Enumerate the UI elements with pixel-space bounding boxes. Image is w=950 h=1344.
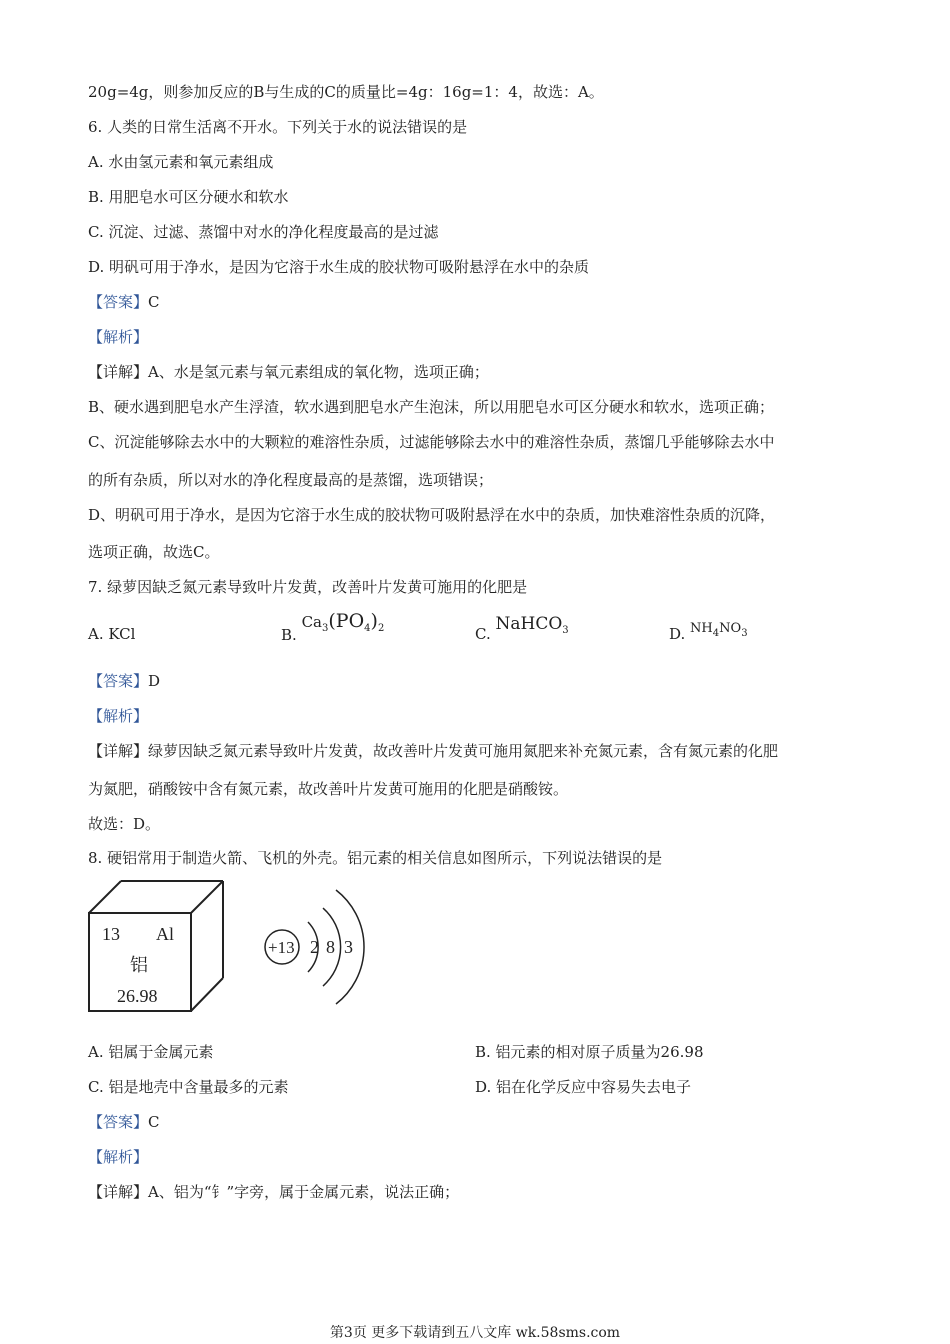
- option-label: B.: [281, 626, 297, 644]
- q6-option-c: C. 沉淀、过滤、蒸馏中对水的净化程度最高的是过滤: [88, 223, 439, 241]
- detail-text: A、水是氢元素与氧元素组成的氧化物，选项正确；: [148, 363, 489, 381]
- answer-tag: 【答案】: [88, 1113, 149, 1131]
- shell-1-electrons: 2: [310, 937, 319, 957]
- q7-option-b: [281, 610, 385, 644]
- answer-value: D: [148, 672, 161, 690]
- q7-option-d: [669, 617, 748, 644]
- answer-value: C: [148, 1113, 160, 1131]
- atomic-mass: 26.98: [117, 986, 158, 1006]
- nucleus-charge: +13: [268, 938, 295, 957]
- q7-option-a: A. KCl: [88, 625, 136, 643]
- detail-text: 绿萝因缺乏氮元素导致叶片发黄，故改善叶片发黄可施用氮肥来补充氮元素，含有氮元素的化肥: [148, 742, 779, 760]
- q7-detail-2: 为氮肥，硝酸铵中含有氮元素，故改善叶片发黄可施用的化肥是硝酸铵。: [88, 780, 569, 798]
- q6-detail-c1: C、沉淀能够除去水中的大颗粒的难溶性杂质，过滤能够除去水中的难溶性杂质，蒸馏几乎能够除去水中: [88, 433, 775, 451]
- q6-answer: [88, 292, 160, 312]
- q7-option-c: [475, 614, 569, 641]
- question-8: 8. 硬铝常用于制造火箭、飞机的外壳。铝元素的相关信息如图所示，下列说法错误的是: [88, 849, 663, 867]
- analysis-tag: 【解析】: [88, 707, 149, 725]
- element-name: 铝: [130, 955, 148, 975]
- q6-detail-c2: 的所有杂质，所以对水的净化程度最高的是蒸馏，选项错误；: [88, 471, 494, 489]
- analysis-tag: 【解析】: [88, 328, 149, 346]
- q8-detail-a: [88, 1182, 459, 1202]
- q7-detail-1: [88, 741, 778, 761]
- question-7: 7. 绿萝因缺乏氮元素导致叶片发黄，改善叶片发黄可施用的化肥是: [88, 578, 528, 596]
- q6-option-d: D. 明矾可用于净水，是因为它溶于水生成的胶状物可吸附悬浮在水中的杂质: [88, 258, 590, 276]
- aluminum-element-figure: [86, 878, 366, 1014]
- q8-answer: [88, 1112, 160, 1132]
- detail-tag: 【详解】: [88, 742, 149, 760]
- question-6: 6. 人类的日常生活离不开水。下列关于水的说法错误的是: [88, 118, 468, 136]
- q6-detail-d1: D、明矾可用于净水，是因为它溶于水生成的胶状物可吸附悬浮在水中的杂质，加快难溶性杂质的沉降，: [88, 506, 776, 524]
- formula-ca3po42: $Ca_3(PO_4)_2$: [301, 610, 385, 634]
- atomic-number: 13: [102, 924, 120, 944]
- q8-option-d: D. 铝在化学反应中容易失去电子: [475, 1078, 692, 1096]
- page-footer: 第3页 更多下载请到五八文库 wk.58sms.com: [329, 1325, 621, 1341]
- q7-answer: [88, 671, 160, 691]
- q8-option-b: B. 铝元素的相对原子质量为26.98: [475, 1043, 704, 1061]
- analysis-tag: 【解析】: [88, 1148, 149, 1166]
- q6-analysis-tag: [88, 327, 148, 347]
- answer-tag: 【答案】: [88, 672, 149, 690]
- option-label: D.: [669, 625, 686, 643]
- q8-analysis-tag: [88, 1147, 148, 1167]
- q8-option-c: C. 铝是地壳中含量最多的元素: [88, 1078, 289, 1096]
- q6-detail-b: B、硬水遇到肥皂水产生浮渣，软水遇到肥皂水产生泡沫，所以用肥皂水可区分硬水和软水，选项正确；: [88, 398, 775, 416]
- q6-option-b: B. 用肥皂水可区分硬水和软水: [88, 188, 289, 206]
- formula-nahco3: NaHCO$_3$: [495, 614, 569, 636]
- detail-text: A、铝为“钅”字旁，属于金属元素，说法正确；: [148, 1183, 460, 1201]
- answer-tag: 【答案】: [88, 293, 149, 311]
- answer-value: C: [148, 293, 160, 311]
- shell-3-electrons: 3: [344, 937, 353, 957]
- detail-tag: 【详解】: [88, 363, 149, 381]
- element-symbol: Al: [156, 924, 174, 944]
- q8-option-a: A. 铝属于金属元素: [88, 1043, 214, 1061]
- q6-option-a: A. 水由氢元素和氧元素组成: [88, 153, 274, 171]
- text-line: 20g=4g，则参加反应的B与生成的C的质量比=4g：16g=1：4，故选：A。: [88, 83, 604, 101]
- q6-detail-a: [88, 362, 489, 382]
- formula-nh4no3: $NH_4NO_3$: [690, 621, 748, 639]
- q7-conclusion: 故选：D。: [88, 815, 161, 833]
- shell-2-electrons: 8: [326, 937, 335, 957]
- option-label: C.: [475, 625, 491, 643]
- q6-detail-d2: 选项正确，故选C。: [88, 543, 220, 561]
- q7-analysis-tag: [88, 706, 148, 726]
- detail-tag: 【详解】: [88, 1183, 149, 1201]
